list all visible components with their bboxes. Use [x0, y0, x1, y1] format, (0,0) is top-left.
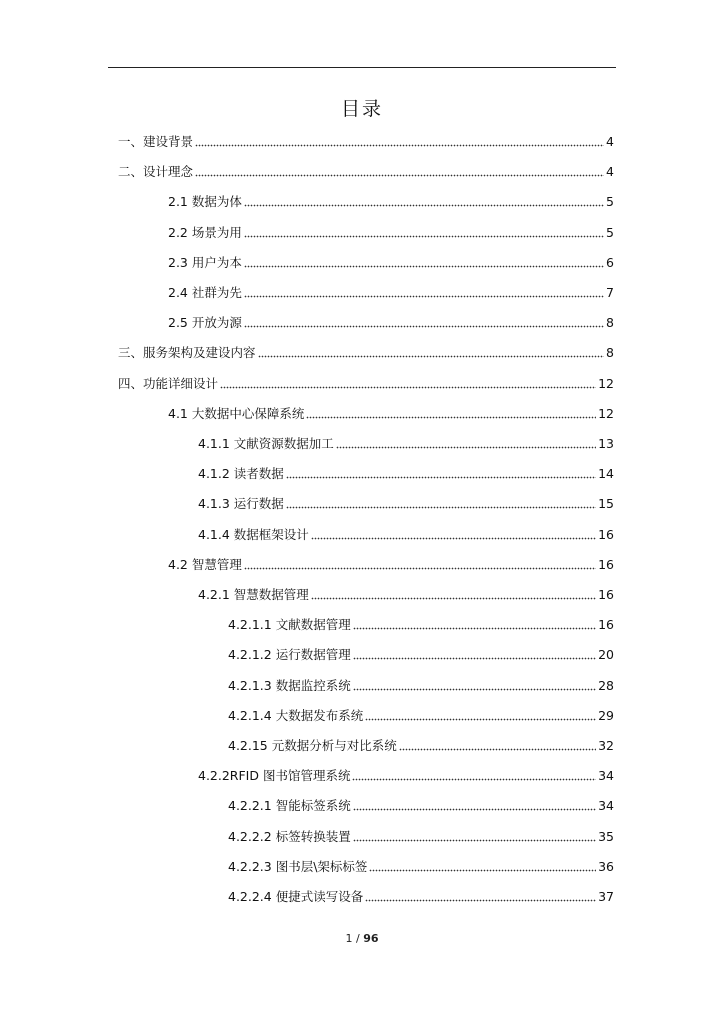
dot-leader — [244, 199, 604, 207]
toc-entry-page: 37 — [598, 889, 614, 904]
toc-entry[interactable] — [118, 341, 614, 361]
toc-entry-page: 32 — [598, 738, 614, 753]
toc-entry-page: 28 — [598, 677, 614, 693]
dot-leader — [353, 652, 596, 660]
toc-entry-page: 16 — [598, 556, 614, 572]
dot-leader — [258, 350, 605, 358]
toc-entry-page: 16 — [598, 617, 614, 633]
toc-entry-page: 34 — [598, 798, 614, 814]
toc-entry-label: 4.1.4 数据框架设计 — [198, 526, 309, 542]
dot-leader — [220, 381, 596, 389]
toc-entry[interactable] — [198, 764, 614, 784]
toc-entry-label: 2.5 开放为源 — [168, 315, 242, 331]
toc-entry[interactable] — [228, 794, 614, 814]
dot-leader — [244, 290, 604, 298]
toc-entry-page: 34 — [598, 768, 614, 784]
dot-leader — [244, 230, 604, 238]
dot-leader — [195, 169, 604, 177]
toc-entry[interactable] — [198, 492, 614, 512]
dot-leader — [365, 894, 596, 902]
toc-entry-label: 4.2.1.3 数据监控系统 — [228, 677, 351, 693]
page-footer — [0, 932, 724, 945]
toc-entry-label: 4.1.1 文献资源数据加工 — [198, 436, 334, 451]
total-pages: 96 — [363, 932, 379, 945]
toc-entry-page: 8 — [606, 315, 614, 331]
current-page-number: 1 — [345, 932, 353, 945]
toc-entry-page: 12 — [598, 375, 614, 391]
dot-leader — [311, 592, 596, 600]
toc-entry-page: 16 — [598, 587, 614, 602]
toc-entry-page: 8 — [606, 345, 614, 361]
toc-entry-label: 4.2.2.1 智能标签系统 — [228, 798, 351, 814]
toc-entry-label: 4.2.1.2 运行数据管理 — [228, 647, 351, 663]
toc-entry-label: 2.2 场景为用 — [168, 224, 242, 240]
dot-leader — [353, 834, 596, 842]
toc-entry-label: 4.2.2RFID 图书馆管理系统 — [198, 768, 351, 784]
toc-entry-label: 4.1.3 运行数据 — [198, 496, 284, 512]
toc-entry[interactable] — [228, 885, 614, 905]
toc-entry-page: 36 — [598, 858, 614, 874]
toc-entry-label: 4.2 智慧管理 — [168, 556, 242, 572]
dot-leader — [244, 260, 604, 268]
toc-entry[interactable] — [228, 613, 614, 633]
toc-entry[interactable] — [118, 372, 614, 392]
toc-entry[interactable] — [168, 402, 614, 422]
dot-leader — [353, 803, 596, 811]
toc-entry-page: 14 — [598, 466, 614, 482]
dot-leader — [399, 743, 596, 751]
toc-entry-label: 一、建设背景 — [118, 134, 194, 149]
dot-leader — [311, 532, 596, 540]
toc-entry-label: 4.2.1 智慧数据管理 — [198, 587, 309, 602]
dot-leader — [244, 562, 596, 570]
toc-entry[interactable] — [228, 704, 614, 724]
toc-entry-label: 4.1 大数据中心保障系统 — [168, 405, 305, 421]
toc-entry-label: 2.1 数据为体 — [168, 194, 242, 210]
toc-entry-page: 12 — [598, 405, 614, 421]
toc-entry[interactable] — [118, 160, 614, 180]
toc-entry[interactable] — [228, 734, 614, 754]
dot-leader — [286, 501, 596, 509]
toc-entry[interactable] — [168, 251, 614, 271]
page-title: 目录 — [340, 98, 383, 120]
toc-entry-label: 4.2.2.3 图书层\架标标签 — [228, 858, 368, 874]
toc-entry-page: 6 — [606, 254, 614, 270]
toc-entry-label: 4.2.1.4 大数据发布系统 — [228, 707, 364, 723]
header-rule — [108, 67, 616, 68]
dot-leader — [195, 139, 604, 147]
page-separator: / — [355, 932, 360, 945]
toc-entry[interactable] — [228, 855, 614, 875]
toc-entry[interactable] — [198, 583, 614, 603]
dot-leader — [352, 773, 596, 781]
toc-entry-label: 4.2.15 元数据分析与对比系统 — [228, 738, 397, 753]
toc-entry-label: 二、设计理念 — [118, 164, 194, 180]
toc-entry-label: 2.3 用户为本 — [168, 254, 242, 270]
toc-entry-label: 4.1.2 读者数据 — [198, 466, 284, 482]
toc-entry-page: 5 — [606, 224, 614, 240]
toc-entry-page: 35 — [598, 828, 614, 844]
toc-entry-page: 4 — [606, 134, 614, 149]
toc-entry-label: 4.2.2.2 标签转换装置 — [228, 828, 351, 844]
toc-entry[interactable] — [198, 432, 614, 452]
toc-entry-page: 5 — [606, 194, 614, 210]
dot-leader — [336, 441, 596, 449]
toc-entry[interactable] — [168, 311, 614, 331]
toc-entry[interactable] — [168, 281, 614, 301]
toc-entry-page: 20 — [598, 647, 614, 663]
dot-leader — [365, 713, 596, 721]
toc-entry-page: 15 — [598, 496, 614, 512]
toc-entry-label: 2.4 社群为先 — [168, 285, 242, 300]
toc-entry[interactable] — [118, 130, 614, 150]
toc-entry-label: 4.2.1.1 文献数据管理 — [228, 617, 351, 633]
toc-entry[interactable] — [228, 825, 614, 845]
dot-leader — [369, 864, 596, 872]
toc-entry[interactable] — [168, 221, 614, 241]
dot-leader — [306, 411, 596, 419]
toc-entry[interactable] — [168, 190, 614, 210]
dot-leader — [286, 471, 596, 479]
toc-entry-label: 4.2.2.4 便捷式读写设备 — [228, 889, 364, 904]
dot-leader — [353, 622, 596, 630]
toc-entry[interactable] — [198, 462, 614, 482]
toc-entry-page: 7 — [606, 285, 614, 300]
dot-leader — [244, 320, 604, 328]
toc-entry[interactable] — [228, 674, 614, 694]
toc-entry[interactable] — [198, 523, 614, 543]
dot-leader — [353, 683, 596, 691]
toc-entry-label: 四、功能详细设计 — [118, 375, 219, 391]
toc-entry[interactable] — [168, 553, 614, 573]
toc-entry-page: 4 — [606, 164, 614, 180]
toc-entry[interactable] — [228, 643, 614, 663]
toc-entry-page: 29 — [598, 707, 614, 723]
toc-entry-page: 16 — [598, 526, 614, 542]
toc-entry-label: 三、服务架构及建设内容 — [118, 345, 256, 361]
toc-entry-page: 13 — [598, 436, 614, 451]
